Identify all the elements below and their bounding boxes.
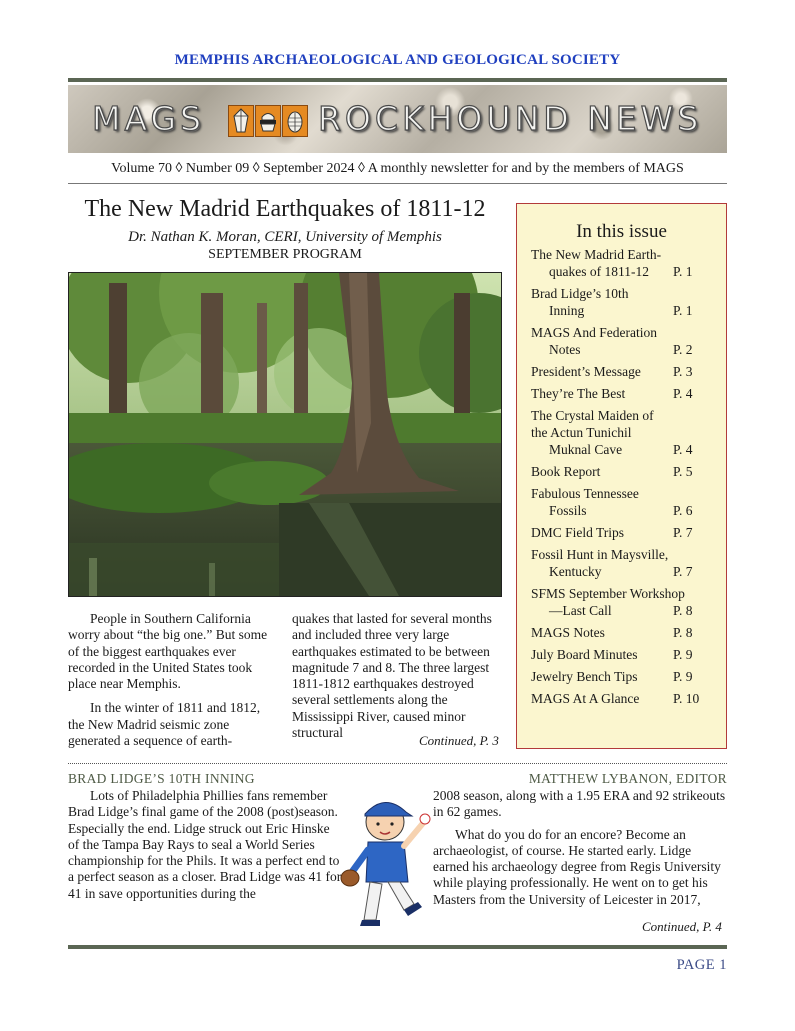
article-title: The New Madrid Earthquakes of 1811-12	[84, 196, 486, 222]
baseball-pitcher-illustration	[340, 792, 436, 932]
toc-item-page: P. 2	[673, 342, 693, 357]
trilobite-icon	[282, 105, 308, 137]
article-byline: Dr. Nathan K. Moran, CERI, University of Memphis	[128, 229, 442, 245]
toc-item[interactable]	[531, 585, 721, 619]
divider	[68, 183, 727, 184]
article-paragraph: In the winter of 1811 and 1812, the New Madrid seismic zone generated a sequence of earth-	[68, 700, 261, 749]
toc-item-page: P. 7	[673, 525, 693, 540]
program-label: SEPTEMBER PROGRAM	[208, 247, 362, 262]
toc-item-label: President’s Message	[531, 364, 641, 379]
table-of-contents	[516, 203, 727, 749]
toc-item-label-cont: Kentucky	[549, 564, 602, 579]
toc-item[interactable]	[531, 690, 721, 707]
volume-line: Volume 70 ◊ Number 09 ◊ September 2024 ◊ A monthly newsletter for and by the members of MAGS	[111, 161, 684, 176]
toc-item-label-cont: Inning	[549, 303, 585, 318]
article-column-2	[292, 611, 504, 741]
toc-item[interactable]	[531, 485, 721, 519]
article-paragraph: 2008 season, along with a 1.95 ERA and 92 strikeouts in 62 games.	[433, 788, 726, 820]
top-rule	[68, 78, 727, 82]
society-name: MEMPHIS ARCHAEOLOGICAL AND GEOLOGICAL SOCIETY	[174, 52, 621, 68]
masthead-banner	[68, 85, 727, 153]
toc-item-page: P. 4	[673, 386, 693, 401]
toc-item-label: Book Report	[531, 464, 601, 479]
toc-list	[531, 246, 721, 712]
toc-item-label: The Crystal Maiden of the Actun Tunichil	[531, 408, 654, 440]
toc-item-label-cont: Fossils	[549, 503, 587, 518]
cypress-swamp-illustration	[69, 273, 501, 596]
toc-item-label: Fossil Hunt in Maysville,	[531, 547, 669, 562]
banner-title-left: MAGS	[92, 99, 205, 138]
toc-item[interactable]	[531, 624, 721, 641]
lidge-column-2	[433, 788, 729, 908]
artifact-pot-icon	[255, 105, 281, 137]
article-column-1	[68, 611, 278, 749]
toc-item-label: July Board Minutes	[531, 647, 638, 662]
toc-item-page: P. 4	[673, 442, 693, 457]
toc-item-label: Fabulous Tennessee	[531, 486, 639, 501]
toc-item[interactable]	[531, 463, 721, 480]
toc-item-label: MAGS Notes	[531, 625, 605, 640]
toc-item[interactable]	[531, 646, 721, 663]
toc-item[interactable]	[531, 668, 721, 685]
article-paragraph: What do you do for an encore? Become an archaeologist, of course. He started early. Lidge earned his archaeology degree from Regis University while playing professionally. He went on to get his Masters from the University of Leicester in 2017,	[433, 826, 721, 907]
editor-credit: MATTHEW LYBANON, EDITOR	[528, 771, 727, 786]
crystal-icon	[228, 105, 254, 137]
toc-item-label: Brad Lidge’s 10th	[531, 286, 629, 301]
toc-item-page: P. 10	[673, 691, 700, 706]
toc-item-page: P. 8	[673, 603, 693, 618]
toc-item-page: P. 1	[673, 264, 693, 279]
toc-item-label-cont: —Last Call	[549, 603, 612, 618]
toc-item-page: P. 9	[673, 669, 693, 684]
bottom-rule	[68, 945, 727, 949]
toc-item-page: P. 1	[673, 303, 693, 318]
continued-link[interactable]: Continued, P. 3	[419, 733, 499, 748]
toc-item[interactable]	[531, 524, 721, 541]
article-paragraph: People in Southern California worry about “the big one.” But some of the biggest earthquakes ever recorded in the United States took place near Memphis.	[68, 611, 268, 692]
continued-link[interactable]: Continued, P. 4	[642, 919, 722, 934]
toc-item[interactable]	[531, 363, 721, 380]
toc-item[interactable]	[531, 407, 721, 458]
swamp-photo	[68, 272, 502, 597]
toc-item-label: MAGS At A Glance	[531, 691, 640, 706]
toc-item-label-cont: Notes	[549, 342, 581, 357]
toc-item-label: They’re The Best	[531, 386, 626, 401]
article-paragraph: quakes that lasted for several months and included three very large earthquakes estimated to be between magnitude 7 and 8. The three largest 1811-1812 earthquakes destroyed several settlements along the Mississippi River, caused minor structural	[292, 611, 492, 741]
toc-item-label-cont: Muknal Cave	[549, 442, 623, 457]
toc-item-label: DMC Field Trips	[531, 525, 625, 540]
toc-item-label: MAGS And Federation	[531, 325, 657, 340]
toc-item-label-cont: quakes of 1811-12	[549, 264, 649, 279]
toc-item-page: P. 9	[673, 647, 693, 662]
toc-item-page: P. 8	[673, 625, 693, 640]
toc-item-label: SFMS September Workshop	[531, 586, 685, 601]
banner-title-right: ROCKHOUND NEWS	[318, 99, 703, 138]
page-number: PAGE 1	[676, 957, 727, 973]
article-paragraph: Lots of Philadelphia Phillies fans remember Brad Lidge’s final game of the 2008 (post)season. Especially the end. Lidge struck out Eric Hinske of the Tampa Bay Rays to seal a World Series championship for the Phils. It was a perfect end to a perfect season as a closer. Brad Lidge was 41 for 41 in save opportunities during the	[68, 788, 342, 901]
section-divider	[68, 763, 727, 764]
toc-title: In this issue	[576, 221, 667, 242]
toc-item-page: P. 5	[673, 464, 693, 479]
toc-item[interactable]	[531, 324, 721, 358]
toc-item[interactable]	[531, 385, 721, 402]
toc-item-page: P. 6	[673, 503, 693, 518]
toc-item-page: P. 7	[673, 564, 693, 579]
toc-item-label: Jewelry Bench Tips	[531, 669, 638, 684]
toc-item-page: P. 3	[673, 364, 693, 379]
toc-item[interactable]	[531, 285, 721, 319]
lidge-column-1	[68, 788, 344, 902]
toc-item[interactable]	[531, 246, 721, 280]
section-heading: BRAD LIDGE’S 10TH INNING	[68, 771, 255, 786]
toc-item[interactable]	[531, 546, 721, 580]
toc-item-label: The New Madrid Earth-	[531, 247, 662, 262]
